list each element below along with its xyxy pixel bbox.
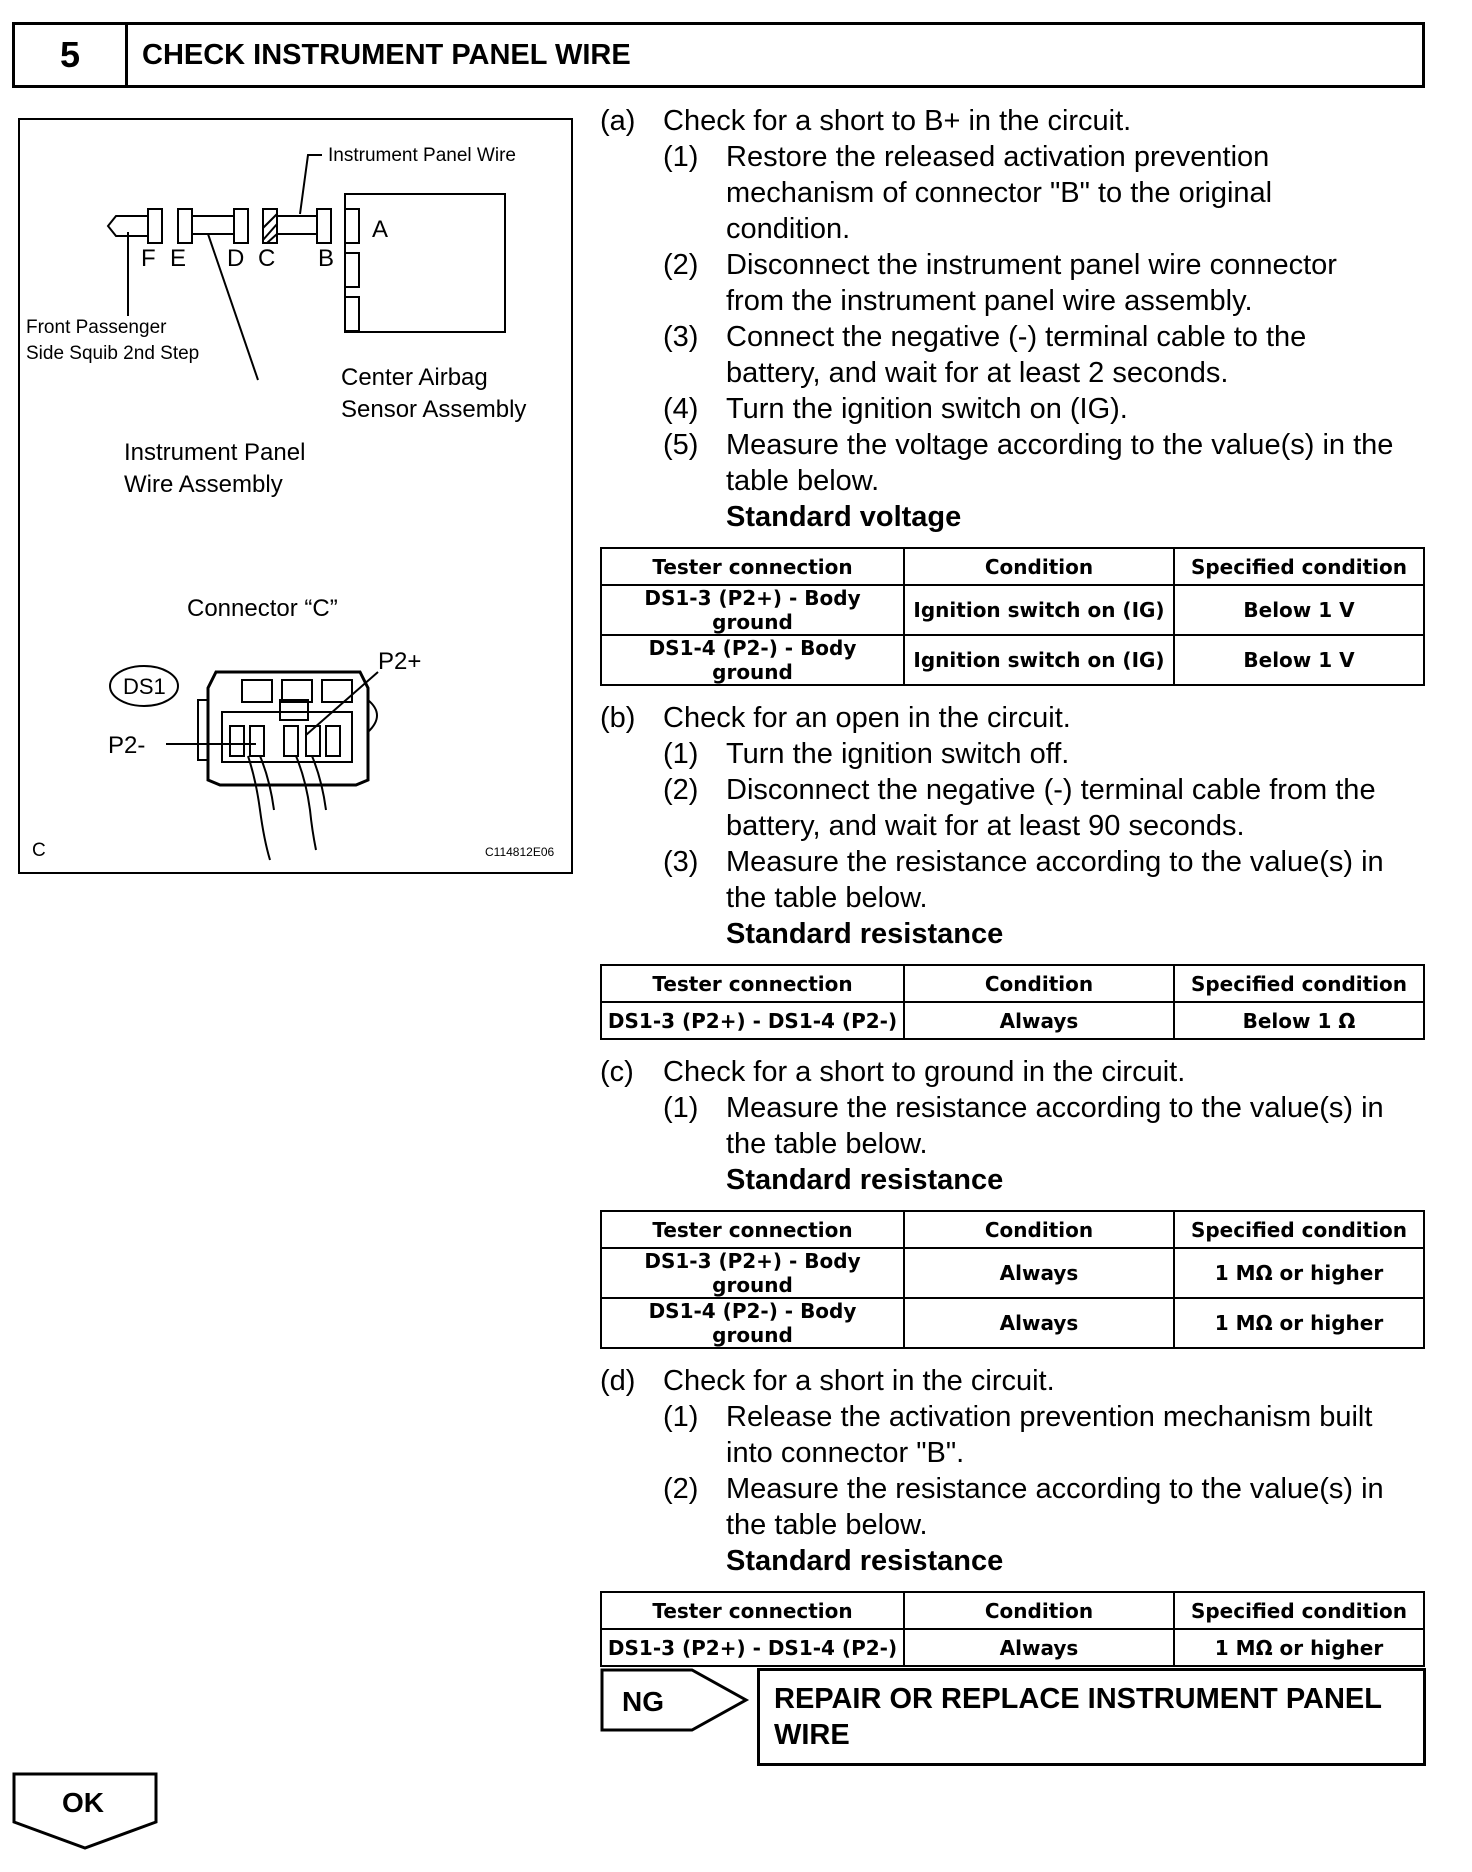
label-sensor-assembly: Sensor Assembly — [341, 396, 527, 423]
svg-text:F: F — [141, 245, 156, 272]
label-p2-plus: P2+ — [378, 648, 422, 675]
ng-arrow[interactable] — [600, 1668, 750, 1738]
label-center-airbag: Center Airbag — [341, 364, 488, 391]
section-d-standard: Standard resistance — [726, 1545, 1004, 1577]
svg-text:E: E — [170, 245, 187, 272]
label-front-passenger: Front Passenger — [26, 317, 167, 338]
step-header — [12, 22, 1425, 88]
ng-repair-line-2: WIRE — [774, 1719, 850, 1751]
section-c-table — [600, 1210, 1425, 1349]
section-d-table — [600, 1591, 1425, 1667]
section-c-heading: (c) Check for a short to ground in the circuit. — [600, 1056, 1186, 1088]
ok-label: OK — [62, 1787, 104, 1818]
procedure-content — [600, 103, 1426, 1681]
section-a-step-3: (3) Connect the negative (-) terminal cable to the battery, and wait for at least 2 seconds. — [663, 321, 1307, 389]
section-d-step-2: (2) Measure the resistance according to the value(s) in the table below. — [663, 1473, 1384, 1541]
table-row: DS1-3 (P2+) - Body ground Ignition switch on (IG) Below 1 V — [601, 585, 1424, 635]
wiring-diagram-illustration — [20, 120, 575, 876]
section-a-table — [600, 547, 1425, 686]
label-wire-assembly: Wire Assembly — [124, 471, 283, 498]
svg-text:A: A — [372, 216, 389, 243]
section-a-step-1: (1) Restore the released activation prevention mechanism of connector "B" to the original condition. — [663, 141, 1273, 245]
section-b-step-3: (3) Measure the resistance according to the value(s) in the table below. — [663, 846, 1384, 914]
ng-label: NG — [622, 1686, 664, 1717]
section-b-heading: (b) Check for an open in the circuit. — [600, 702, 1071, 734]
section-b-step-2: (2) Disconnect the negative (-) terminal cable from the battery, and wait for at least 90 seconds. — [663, 774, 1376, 842]
section-b-step-1: (1) Turn the ignition switch off. — [663, 738, 1070, 770]
section-a-step-4: (4) Turn the ignition switch on (IG). — [663, 393, 1128, 425]
table-header-row: Tester connection Condition Specified condition — [601, 548, 1424, 585]
section-b-table — [600, 964, 1425, 1040]
section-b-standard: Standard resistance — [726, 918, 1004, 950]
table-header-row: Tester connection Condition Specified condition — [601, 1211, 1424, 1248]
svg-text:B: B — [318, 245, 335, 272]
label-corner-c: C — [32, 840, 46, 861]
section-d-heading: (d) Check for a short in the circuit. — [600, 1365, 1055, 1397]
section-a-step-5: (5) Measure the voltage according to the value(s) in the table below. — [663, 429, 1394, 497]
section-a-standard: Standard voltage — [726, 501, 962, 533]
section-c-standard: Standard resistance — [726, 1164, 1004, 1196]
label-instrument-panel: Instrument Panel — [124, 439, 306, 466]
step-number: 5 — [15, 25, 128, 85]
label-instrument-panel-wire: Instrument Panel Wire — [328, 145, 516, 166]
table-row: DS1-3 (P2+) - Body ground Always 1 MΩ or higher — [601, 1248, 1424, 1298]
table-row: DS1-3 (P2+) - DS1-4 (P2-) Always 1 MΩ or higher — [601, 1629, 1424, 1666]
table-header-row: Tester connection Condition Specified condition — [601, 1592, 1424, 1629]
ok-arrow[interactable] — [12, 1772, 162, 1852]
section-a-heading: (a) Check for a short to B+ in the circuit. — [600, 105, 1132, 137]
svg-text:D: D — [227, 245, 245, 272]
table-row: DS1-4 (P2-) - Body ground Ignition switch on (IG) Below 1 V — [601, 635, 1424, 685]
section-c-step-1: (1) Measure the resistance according to the value(s) in the table below. — [663, 1092, 1384, 1160]
figure-code: C114812E06 — [485, 845, 555, 859]
section-a-step-2: (2) Disconnect the instrument panel wire connector from the instrument panel wire assembly. — [663, 249, 1337, 317]
svg-text:C: C — [258, 245, 276, 272]
label-ds1: DS1 — [123, 674, 166, 699]
section-d-step-1: (1) Release the activation prevention mechanism built into connector "B". — [663, 1401, 1373, 1469]
ng-repair-line-1: REPAIR OR REPLACE INSTRUMENT PANEL — [774, 1683, 1382, 1715]
label-connector-c: Connector “C” — [187, 595, 338, 622]
label-side-squib: Side Squib 2nd Step — [26, 343, 200, 364]
table-row: DS1-3 (P2+) - DS1-4 (P2-) Always Below 1 Ω — [601, 1002, 1424, 1039]
ng-repair-box — [757, 1668, 1426, 1766]
table-row: DS1-4 (P2-) - Body ground Always 1 MΩ or higher — [601, 1298, 1424, 1348]
step-title: CHECK INSTRUMENT PANEL WIRE — [142, 38, 631, 71]
label-p2-minus: P2- — [108, 732, 146, 759]
table-header-row: Tester connection Condition Specified condition — [601, 965, 1424, 1002]
wiring-diagram — [18, 118, 573, 874]
